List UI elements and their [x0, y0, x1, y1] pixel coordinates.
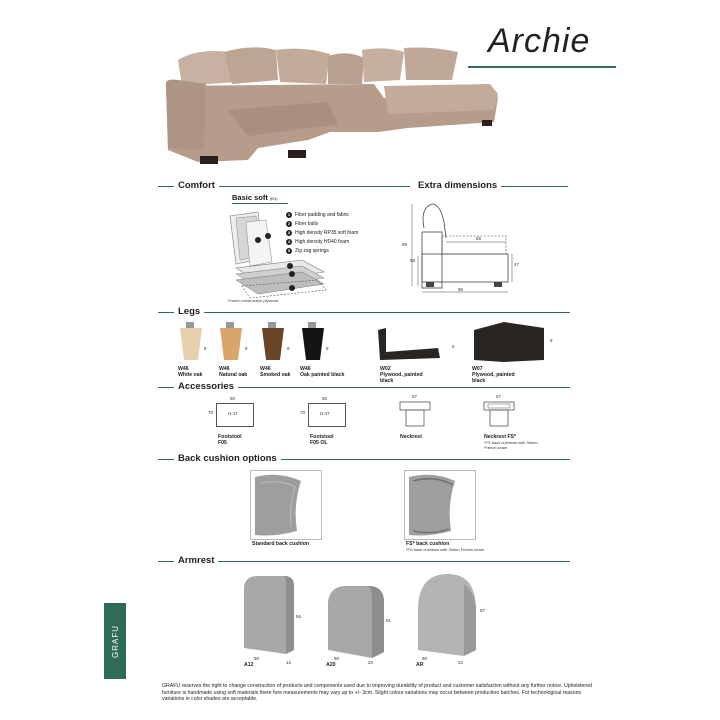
- accessory-code: F05 OL: [310, 440, 328, 446]
- layer-item: [286, 210, 358, 219]
- fs-cushion-image: [405, 471, 475, 539]
- armrest-a20-depth: 90: [334, 656, 340, 661]
- footstool-depth: 70: [208, 410, 214, 415]
- leg-label: [472, 366, 522, 384]
- layer-item: [286, 237, 358, 246]
- footstool-width: 50: [230, 396, 236, 401]
- standard-cushion-image: [251, 471, 321, 539]
- footstool-ol-depth: 70: [300, 410, 306, 415]
- standard-cushion-label: Standard back cushion: [252, 541, 310, 547]
- layer-text: High density HD40 foam: [295, 238, 350, 245]
- leg-code: W46: [219, 366, 230, 372]
- leg-height: 8: [550, 338, 553, 343]
- legs-rule: [158, 312, 570, 313]
- section-extra-dimensions: Extra dimensions: [414, 180, 501, 191]
- dim-depth: 95: [458, 287, 464, 292]
- armrest-a12-depth: 90: [254, 656, 260, 661]
- footstool-height: H:47: [228, 411, 238, 416]
- neckrest-width: 57: [412, 394, 418, 399]
- armrest-ar-image: [412, 570, 482, 662]
- armrest-ar-height: 57: [480, 608, 486, 613]
- section-armrest: Armrest: [174, 555, 218, 566]
- comfort-level-label: [232, 193, 278, 202]
- leg-white-oak-image: [176, 320, 206, 362]
- leg-code: W02: [380, 366, 391, 372]
- leg-natural-oak-image: [216, 320, 246, 362]
- armrest-a12-width: 12: [286, 660, 292, 665]
- leg-code: W46: [300, 366, 311, 372]
- leg-code: W07: [472, 366, 483, 372]
- comfort-layers-legend: [286, 210, 358, 255]
- section-comfort: Comfort: [174, 180, 219, 191]
- leg-w07-image: [468, 320, 548, 364]
- leg-swatch: [378, 328, 440, 360]
- leg-height: 8: [287, 346, 290, 351]
- armrest-a20-width: 20: [368, 660, 374, 665]
- neckrest-fs-label: Neckrest FS*: [484, 434, 517, 440]
- leg-oak-painted-black-image: [298, 320, 328, 362]
- page-title: Archie: [488, 22, 591, 60]
- footstool-ol-height: H:47: [320, 411, 330, 416]
- leg-label: [300, 366, 344, 378]
- layer-number: 1: [287, 211, 291, 217]
- footstool-label: [218, 434, 242, 446]
- leg-label: [380, 366, 430, 384]
- footstool-ol-label: [310, 434, 334, 446]
- armrest-ar-depth: 90: [422, 656, 428, 661]
- leg-name: Plywood, painted black: [380, 372, 423, 384]
- leg-name: Plywood, painted black: [472, 372, 515, 384]
- layer-text: High density RP35 soft foam: [295, 229, 359, 236]
- layer-item: [286, 219, 358, 228]
- footstool-ol-width: 50: [322, 396, 328, 401]
- brand-logo: [104, 603, 126, 679]
- armrest-ar-width: 22: [458, 660, 464, 665]
- armrest-a12-height: 56: [296, 614, 302, 619]
- layer-item: [286, 228, 358, 237]
- armrest-ar-label: AR: [416, 662, 424, 668]
- fs-cushion-label: FS* back cushion: [406, 541, 450, 547]
- leg-swatch: [302, 328, 324, 360]
- armrest-a12-label: A12: [244, 662, 254, 668]
- accessory-code: F05: [218, 440, 227, 446]
- dim-arm: 47: [514, 262, 520, 267]
- footer-disclaimer: GRAFU reserves the right to change construction of products and components used due to improving durability of product and customer satisfaction without any further notice. Upholstered furniture is handmade using soft materials there fore measurements may vary up to +/- 3cm. Slight colour variations may occur between production batches. For technological reasons variations in color shades are acceptable.: [162, 683, 592, 702]
- section-accessories: Accessories: [174, 381, 238, 392]
- layer-text: Fiber balls: [295, 220, 319, 227]
- frame-caption: Frame construction plywood: [228, 298, 279, 303]
- leg-label: [219, 366, 247, 378]
- armrest-a20-image: [322, 578, 392, 662]
- leg-swatch: [262, 328, 284, 360]
- layer-number: 2: [287, 220, 291, 226]
- leg-label: [178, 366, 203, 378]
- armrest-a20-label: A20: [326, 662, 336, 668]
- leg-smoked-oak-image: [258, 320, 288, 362]
- leg-name: White oak: [178, 372, 203, 378]
- armrest-rule: [158, 561, 570, 562]
- accessory-name: Footstool: [310, 434, 334, 440]
- leg-swatch: [180, 328, 202, 360]
- layer-item: [286, 246, 358, 255]
- fs-cushion-card: [404, 470, 476, 540]
- leg-height: 8: [326, 346, 329, 351]
- standard-cushion-card: [250, 470, 322, 540]
- leg-name: Oak painted black: [300, 372, 345, 378]
- layer-number: 5: [287, 247, 291, 253]
- leg-swatch: [220, 328, 242, 360]
- dim-height: 89: [402, 242, 408, 247]
- neckrest-fs-drawing: [482, 400, 516, 430]
- leg-name: Natural oak: [219, 372, 248, 378]
- leg-code: W46: [260, 366, 271, 372]
- layer-text: Zig zag springs: [295, 247, 329, 254]
- leg-w02-image: [374, 326, 444, 362]
- comfort-level-code: (B1): [269, 196, 278, 201]
- dim-seat-height: 58: [410, 258, 416, 263]
- leg-label: [260, 366, 291, 378]
- comfort-label-rule: [232, 203, 288, 204]
- section-back-cushion-options: Back cushion options: [174, 453, 281, 464]
- fs-cushion-note: *FS back cushions with 30mm French seam: [406, 547, 485, 552]
- layer-number: 4: [287, 238, 291, 244]
- armrest-a20-height: 51: [386, 618, 392, 623]
- comfort-level-name: Basic soft: [232, 193, 268, 202]
- leg-swatch: [474, 322, 544, 362]
- neckrest-fs-width: 57: [496, 394, 502, 399]
- neckrest-fs-note: *FS back cushions with 30mm French seam: [484, 440, 538, 450]
- brand-name: GRAFU: [110, 624, 120, 658]
- neckrest-label: Neckrest: [400, 434, 422, 440]
- sofa-image: [158, 40, 500, 172]
- leg-code: W46: [178, 366, 189, 372]
- neckrest-drawing: [398, 400, 432, 430]
- side-profile-drawing: [400, 198, 520, 298]
- leg-height: 8: [245, 346, 248, 351]
- accessory-name: Footstool: [218, 434, 242, 440]
- dim-seat-depth: 59: [476, 236, 482, 241]
- layer-text: Fiber padding and fabric: [295, 211, 349, 218]
- leg-height: 5: [452, 344, 455, 349]
- leg-name: Smoked oak: [260, 372, 291, 378]
- layer-number: 3: [287, 229, 291, 235]
- section-legs: Legs: [174, 306, 204, 317]
- leg-height: 8: [204, 346, 207, 351]
